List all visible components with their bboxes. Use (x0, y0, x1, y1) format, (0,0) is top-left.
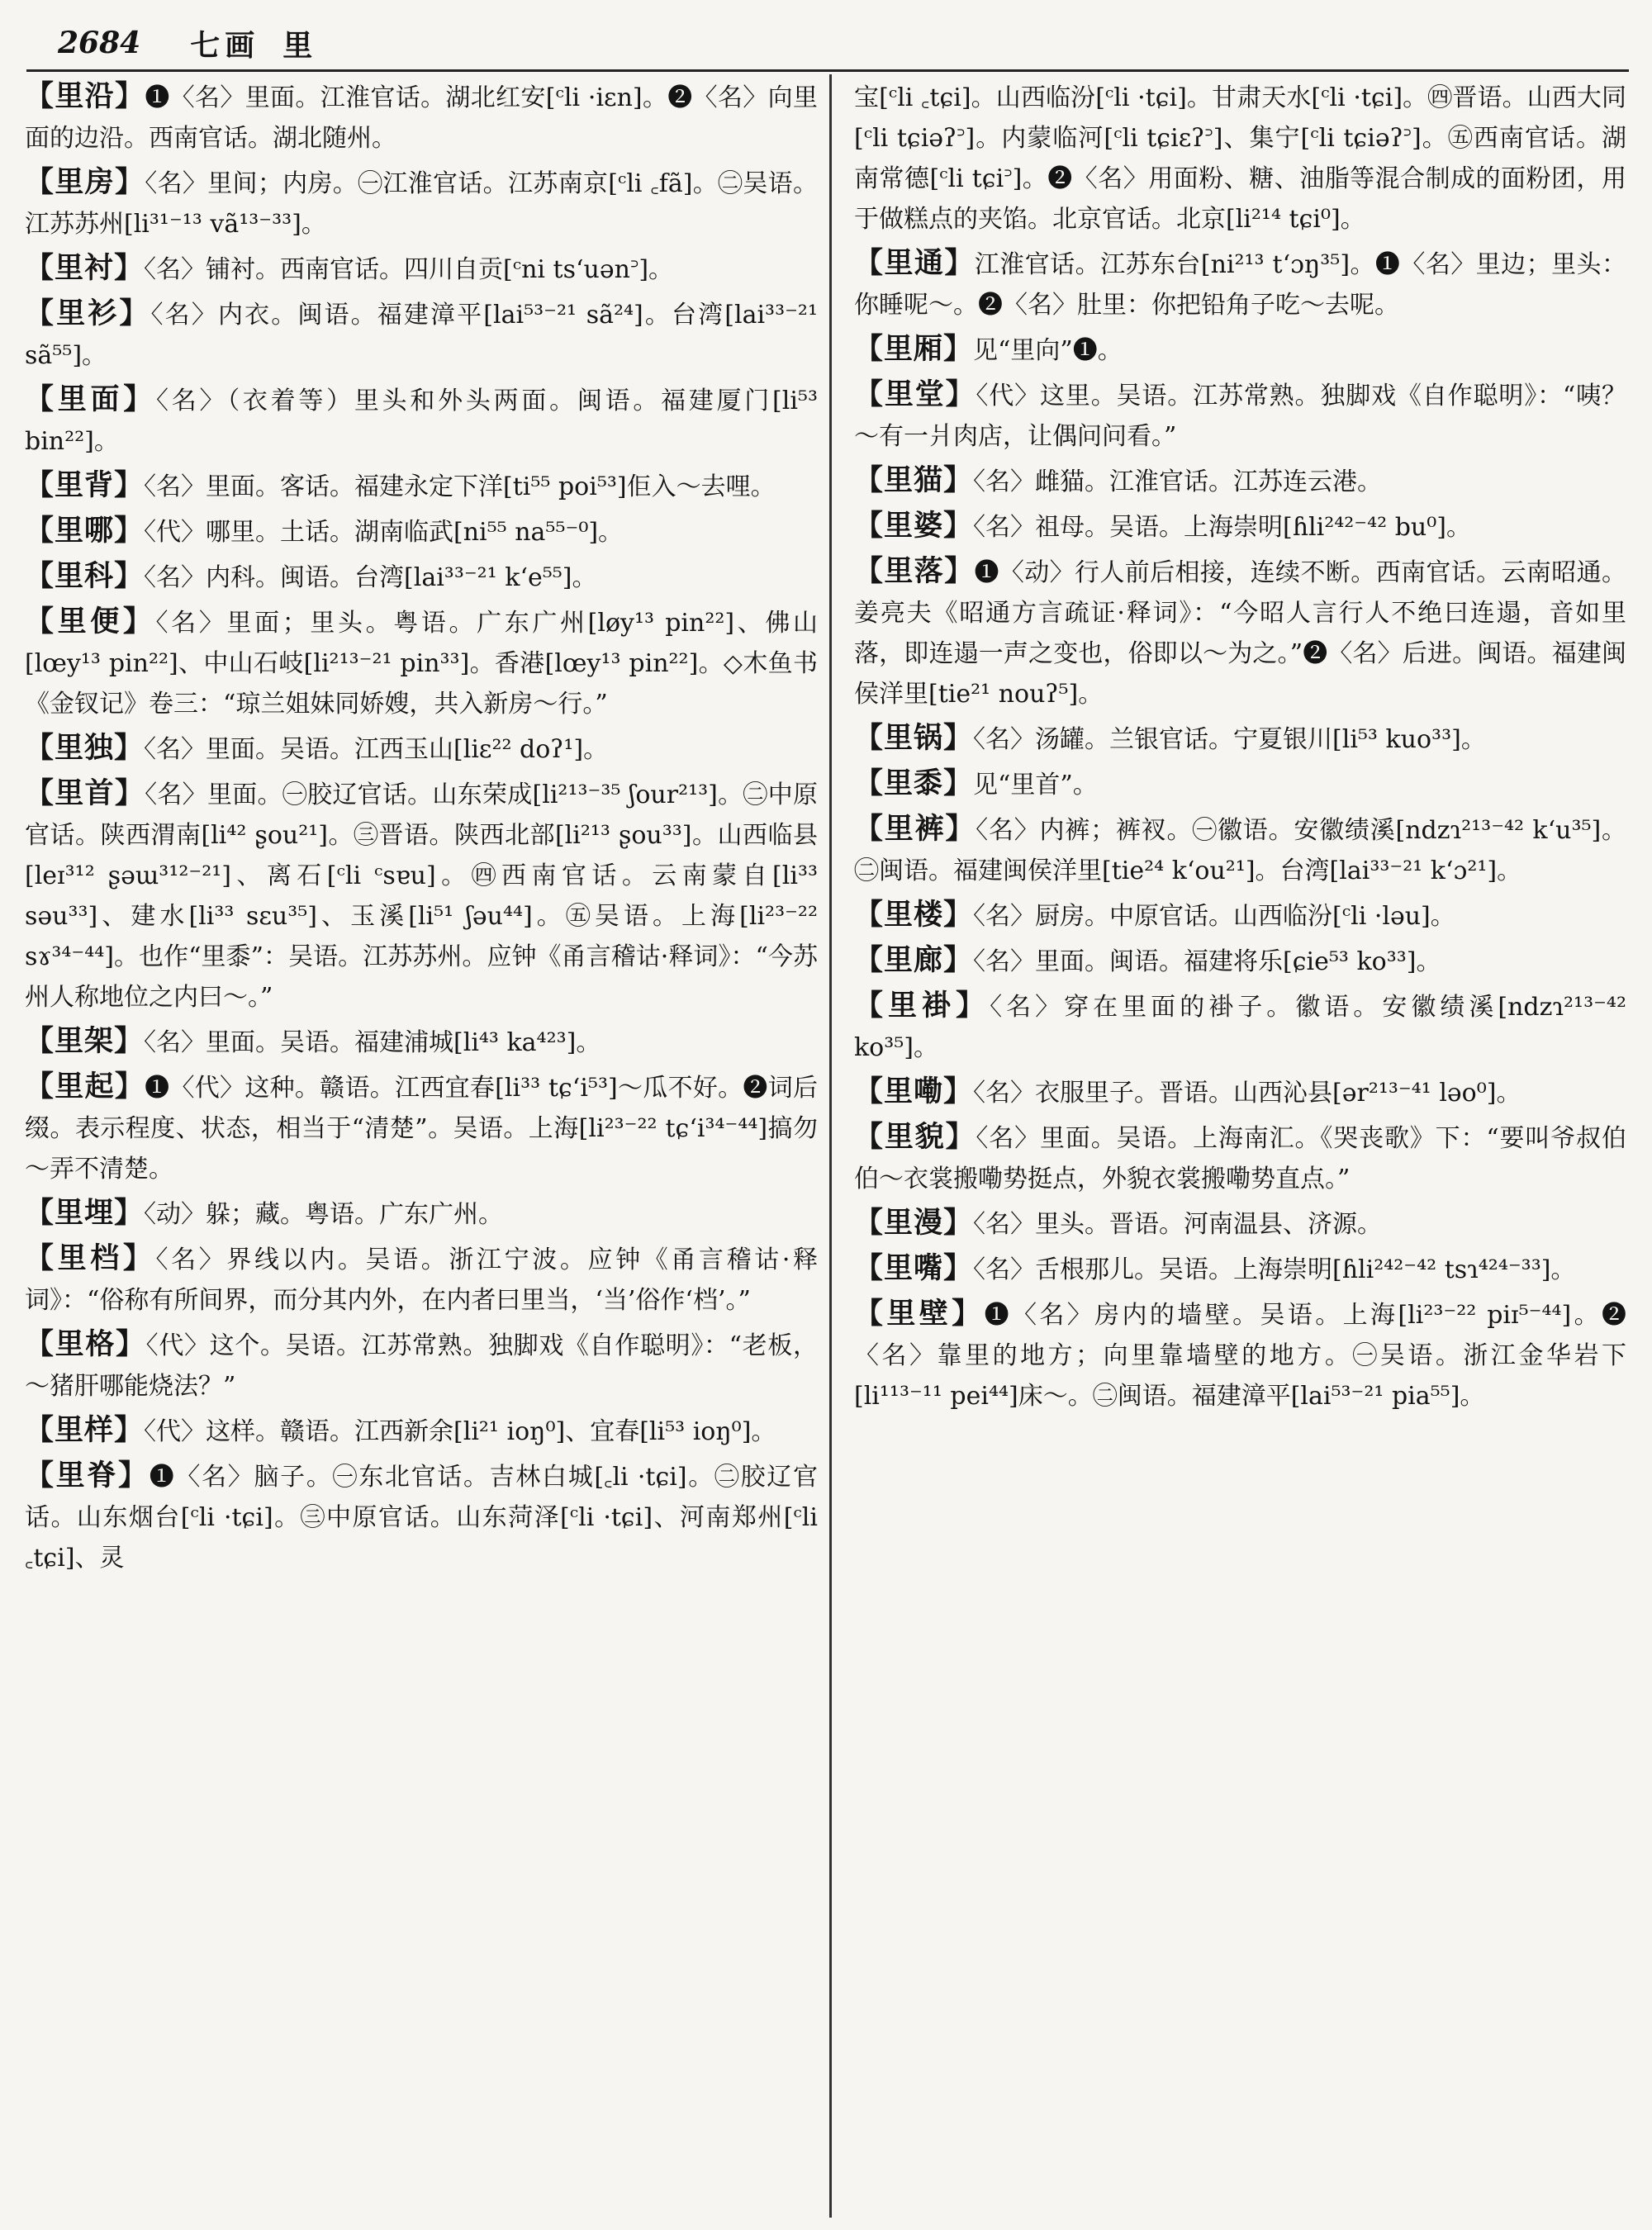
entry-definition: 〈名〉里间；内房。㊀江淮官话。江苏南京[ᶜli ꜀fã]。㊁吴语。江苏苏州[li³¹⁻¹³ vã¹³⁻³³]。 (25, 169, 818, 239)
dictionary-entry (25, 1066, 818, 1189)
entry-headword: 【里褂】 (854, 989, 990, 1022)
dictionary-entry (854, 763, 1626, 805)
column-divider (829, 74, 832, 2218)
dictionary-entry (25, 1410, 818, 1452)
dictionary-entry (854, 1071, 1626, 1113)
entry-headword: 【里格】 (25, 1327, 146, 1361)
entry-definition: 〈名〉雌猫。江淮官话。江苏连云港。 (973, 467, 1383, 496)
entry-definition: 〈代〉哪里。土话。湖南临武[ni⁵⁵ na⁵⁵⁻⁰]。 (144, 518, 624, 547)
entry-definition: 〈名〉里面。客话。福建永定下洋[ti⁵⁵ poi⁵³]佢入～去哩。 (144, 472, 776, 501)
entry-headword: 【里哪】 (25, 514, 145, 548)
section-label: 七画 (190, 27, 260, 63)
dictionary-entry (25, 162, 818, 244)
entry-definition: 〈名〉厨房。中原官话。山西临汾[ᶜli ·ləu]。 (973, 902, 1455, 931)
dictionary-entry (25, 1238, 818, 1321)
dictionary-entry (854, 1203, 1626, 1245)
entry-definition: 〈名〉铺衬。西南官话。四川自贡[ᶜni tsʻuən꜄]。 (144, 255, 674, 284)
entry-headword: 【里沿】 (25, 79, 145, 113)
dictionary-entry (854, 718, 1626, 760)
dictionary-entry (854, 894, 1626, 937)
entry-headword: 【里貌】 (854, 1120, 976, 1154)
entry-headword: 【里首】 (25, 776, 145, 810)
entry-definition: 〈名〉舌根那儿。吴语。上海崇明[ɦli²⁴²⁻⁴² tsɿ⁴²⁴⁻³³]。 (973, 1255, 1576, 1284)
dictionary-entry (854, 76, 1626, 240)
entry-definition: ❶〈动〉行人前后相接，连续不断。西南官话。云南昭通。姜亮夫《昭通方言疏证·释词》：“今昭人言行人不绝曰连遢，音如里落，即连遢一声之变也，俗即以～为之。”❷〈名〉后进。闽语。福建闽侯洋里[tie²¹ nouʔ⁵]。 (854, 558, 1626, 709)
entry-headword: 【里通】 (854, 246, 975, 280)
entry-headword: 【里房】 (25, 165, 145, 199)
entry-definition: 见“里向”❶。 (973, 336, 1123, 365)
entry-definition: 〈名〉穿在里面的褂子。徽语。安徽绩溪[ndzɿ²¹³⁻⁴² ko³⁵]。 (854, 993, 1626, 1062)
right-column (854, 76, 1626, 1420)
entry-definition: 〈代〉这样。赣语。江西新余[li²¹ ioŋ⁰]、宜春[li⁵³ ioŋ⁰]。 (144, 1417, 776, 1446)
entry-definition: ❶〈名〉脑子。㊀东北官话。吉林白城[꜀li ·tɕi]。㊁胶辽官话。山东烟台[ᶜli ·tɕi]。㊂中原官话。山东菏泽[ᶜli ·tɕi]、河南郑州[ᶜli ꜀tɕi]、灵 (25, 1463, 818, 1573)
entry-definition: 江淮官话。江苏东台[ni²¹³ tʻɔŋ³⁵]。❶〈名〉里边；里头：你睡呢～。❷〈名〉肚里：你把铅角子吃～去呢。 (854, 250, 1626, 320)
dictionary-entry (25, 728, 818, 770)
entry-headword: 【里衬】 (25, 251, 145, 285)
entry-definition: ❶〈名〉房内的墙壁。吴语。上海[li²³⁻²² piɪ⁵⁻⁴⁴]。❷〈名〉靠里的地方；向里靠墙壁的地方。㊀吴语。浙江金华岩下[li¹¹³⁻¹¹ pei⁴⁴]床～。㊁闽语。福建漳平[lai⁵³⁻²¹ pia⁵⁵]。 (854, 1301, 1626, 1411)
dictionary-entry (854, 505, 1626, 548)
entry-definition: 〈名〉里面。吴语。福建浦城[li⁴³ ka⁴²³]。 (144, 1028, 601, 1057)
entry-definition: 〈动〉躲；藏。粤语。广东广州。 (144, 1200, 504, 1229)
entry-definition: 〈名〉界线以内。吴语。浙江宁波。应钟《甬言稽诂·释词》：“俗称有所间界，而分其内外，在内者曰里当，‘当’俗作‘档’。” (25, 1245, 818, 1315)
dictionary-entry (854, 1117, 1626, 1199)
entry-definition: 〈名〉衣服里子。晋语。山西沁县[ər²¹³⁻⁴¹ ləo⁰]。 (973, 1079, 1521, 1108)
entry-headword: 【里婆】 (854, 509, 974, 543)
entry-headword: 【里漫】 (854, 1206, 974, 1240)
dictionary-entry (25, 76, 818, 159)
dictionary-entry (854, 243, 1626, 325)
entry-headword: 【里脊】 (25, 1459, 150, 1492)
dictionary-entry (25, 773, 818, 1018)
entry-headword: 【里衫】 (25, 297, 151, 330)
radical-label: 里 (282, 27, 313, 63)
entry-headword: 【里廊】 (854, 943, 974, 977)
dictionary-entry (854, 551, 1626, 714)
entry-headword: 【里落】 (854, 554, 975, 588)
entry-definition: 〈名〉里面。吴语。江西玉山[liɛ²² doʔ¹]。 (144, 735, 609, 764)
dictionary-entry (854, 460, 1626, 502)
entry-definition: ❶〈名〉里面。江淮官话。湖北红安[ᶜli ·iɛn]。❷〈名〉向里面的边沿。西南官话。湖北随州。 (25, 83, 818, 153)
entry-headword: 【里黍】 (854, 766, 974, 800)
dictionary-entry (854, 940, 1626, 982)
entry-definition: 〈名〉里头。晋语。河南温县、济源。 (973, 1210, 1383, 1239)
entry-headword: 【里便】 (25, 605, 156, 638)
entry-headword: 【里埋】 (25, 1196, 145, 1230)
entry-definition: 〈名〉里面；里头。粤语。广东广州[løy¹³ pin²²]、佛山[lœy¹³ pin²²]、中山石岐[li²¹³⁻²¹ pin³³]。香港[lœy¹³ pin²²]。◇木鱼书《金钗记》卷三：“琼兰姐妹同娇嫂，共入新房～行。” (25, 609, 818, 719)
entry-headword: 【里档】 (25, 1241, 156, 1275)
entry-headword: 【里架】 (25, 1024, 145, 1058)
entry-headword: 【里裤】 (854, 812, 976, 846)
entry-definition: 宝[ᶜli ꜀tɕi]。山西临汾[ᶜli ·tɕi]。甘肃天水[ᶜli ·tɕi]。㊃晋语。山西大同[ᶜli tɕiəʔ꜄]。内蒙临河[ᶜli tɕiɛʔ꜄]、集宁[ᶜli tɕiəʔ꜄]。㊄西南官话。湖南常德[ᶜli tɕi꜄]。❷〈名〉用面粉、糖、油脂等混合制成的面粉团，用于做糕点的夹馅。北京官话。北京[li²¹⁴ tɕi⁰]。 (854, 83, 1626, 234)
entry-headword: 【里猫】 (854, 463, 974, 497)
dictionary-entry (854, 1293, 1626, 1416)
entry-headword: 【里独】 (25, 731, 145, 765)
entry-headword: 【里背】 (25, 468, 145, 502)
entry-definition: 〈名〉内衣。闽语。福建漳平[lai⁵³⁻²¹ sã²⁴]。台湾[lai³³⁻²¹ sã⁵⁵]。 (25, 301, 818, 370)
dictionary-entry (25, 1324, 818, 1407)
dictionary-entry (854, 809, 1626, 891)
dictionary-entry (25, 1021, 818, 1063)
entry-definition: 〈名〉祖母。吴语。上海崇明[ɦli²⁴²⁻⁴² bu⁰]。 (973, 513, 1471, 542)
entry-headword: 【里面】 (25, 382, 156, 416)
entry-headword: 【里堂】 (854, 377, 976, 411)
entry-headword: 【里楼】 (854, 898, 974, 932)
dictionary-entry (25, 293, 818, 376)
page-number: 2684 (58, 26, 141, 60)
entry-definition: 〈名〉内裤；裤衩。㊀徽语。安徽绩溪[ndzɿ²¹³⁻⁴² kʻu³⁵]。㊁闽语。福建闽侯洋里[tie²⁴ kʻou²¹]。台湾[lai³³⁻²¹ kʻɔ²¹]。 (854, 816, 1626, 885)
entry-headword: 【里锅】 (854, 721, 974, 755)
entry-definition: 见“里首”。 (973, 771, 1098, 799)
entry-headword: 【里样】 (25, 1413, 145, 1447)
page-header (58, 18, 1627, 68)
entry-headword: 【里壁】 (854, 1297, 985, 1331)
dictionary-entry (854, 985, 1626, 1068)
entry-definition: 〈名〉（衣着等）里头和外头两面。闽语。福建厦门[li⁵³ bin²²]。 (25, 387, 818, 456)
entry-headword: 【里科】 (25, 559, 145, 593)
dictionary-entry (25, 601, 818, 724)
dictionary-entry (854, 329, 1626, 371)
entry-definition: ❶〈代〉这种。赣语。江西宜春[li³³ tɕʻi⁵³]～瓜不好。❷词后缀。表示程度、状态，相当于“清楚”。吴语。上海[li²³⁻²² tɕʻi³⁴⁻⁴⁴]搞勿～弄不清楚。 (25, 1074, 818, 1184)
entry-headword: 【里起】 (25, 1070, 145, 1103)
dictionary-entry (25, 510, 818, 553)
entry-headword: 【里嘞】 (854, 1075, 974, 1108)
entry-definition: 〈名〉里面。吴语。上海南汇。《哭丧歌》下：“要叫爷叔伯伯～衣裳搬嘞势挺点，外貌衣裳搬嘞势直点。” (854, 1124, 1626, 1193)
entry-definition: 〈名〉里面。闽语。福建将乐[ɕie⁵³ ko³³]。 (973, 947, 1441, 976)
entry-definition: 〈代〉这里。吴语。江苏常熟。独脚戏《自作聪明》：“咦？～有一爿肉店，让偶问问看。” (854, 382, 1626, 451)
header-rule (26, 69, 1629, 72)
dictionary-entry (25, 379, 818, 462)
dictionary-entry (25, 1193, 818, 1235)
entry-definition: 〈名〉里面。㊀胶辽官话。山东荣成[li²¹³⁻³⁵ ʃour²¹³]。㊁中原官话。陕西渭南[li⁴² ʂou²¹]。㊂晋语。陕西北部[li²¹³ ʂou³³]。山西临县[leɪ³¹² ʂəɯ³¹²⁻²¹]、离石[ᶜli ᶜsɐu]。㊃西南官话。云南蒙自[li³³ səu³³]、建水[li³³ sɛu³⁵]、玉溪[li⁵¹ ʃəu⁴⁴]。㊄吴语。上海[li²³⁻²² sɤ³⁴⁻⁴⁴]。也作“里黍”：吴语。江苏苏州。应钟《甬言稽诂·释词》：“今苏州人称地位之内曰～。” (25, 780, 818, 1012)
dictionary-entry (854, 374, 1626, 457)
entry-definition: 〈名〉内科。闽语。台湾[lai³³⁻²¹ kʻe⁵⁵]。 (144, 563, 597, 592)
entry-definition: 〈代〉这个。吴语。江苏常熟。独脚戏《自作聪明》：“老板，～猪肝哪能烧法？” (25, 1331, 818, 1401)
entry-headword: 【里厢】 (854, 332, 974, 366)
dictionary-entry (25, 556, 818, 598)
left-column (25, 76, 818, 1582)
dictionary-entry (25, 465, 818, 507)
entry-headword: 【里嘴】 (854, 1251, 974, 1285)
entry-definition: 〈名〉汤罐。兰银官话。宁夏银川[li⁵³ kuo³³]。 (973, 725, 1486, 754)
dictionary-entry (25, 248, 818, 290)
dictionary-entry (854, 1248, 1626, 1290)
dictionary-entry (25, 1455, 818, 1578)
